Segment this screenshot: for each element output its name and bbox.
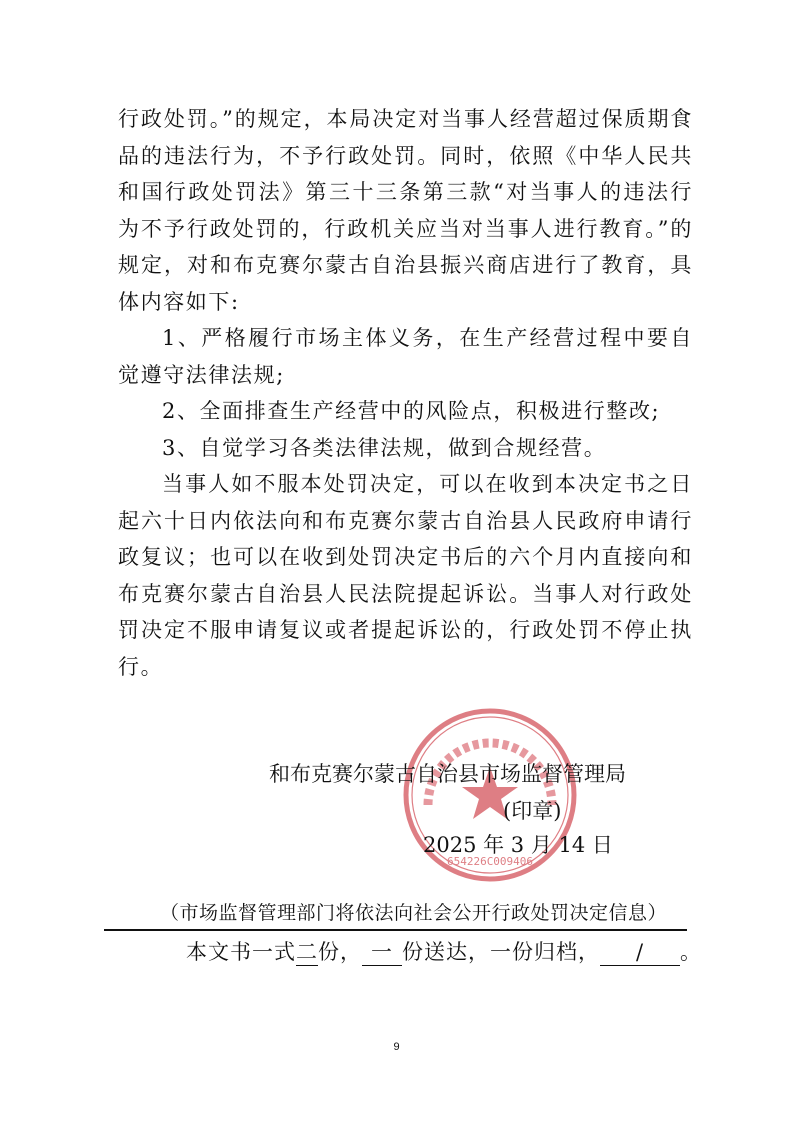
copies-part2: 份送达，一份归档， [402, 940, 600, 964]
copies-prefix: 本文书一式 [186, 940, 296, 964]
page-number: 9 [393, 1041, 400, 1053]
copies-total: 二 [296, 940, 318, 964]
list-item-2: 2、全面排查生产经营中的风险点，积极进行整改; [162, 399, 661, 423]
list-item-3: 3、自觉学习各类法律法规，做到合规经营。 [162, 435, 607, 460]
paragraph-conclusion: 行政处罚。”的规定，本局决定对当事人经营超过保质期食品的违法行为，不予行政处罚。同时，依照《中华人民共和国行政处罚法》第三十三条第三款“对当事人的违法行为不予行政处罚的，行政机关应当对当事人进行教育。”的规定，对和布克赛尔蒙古自治县振兴商店进行了教育，具体内容如下: [118, 107, 693, 314]
copies-other: / [600, 939, 680, 966]
list-item-1: 1、严格履行市场主体义务，在生产经营过程中要自觉遵守法律法规; [118, 326, 693, 387]
copies-served: 一 [362, 939, 402, 966]
public-disclosure-notice: （市场监督管理部门将依法向社会公开行政处罚决定信息） [160, 902, 668, 924]
copies-suffix: 。 [680, 940, 702, 964]
issuing-authority: 和布克赛尔蒙古自治县市场监督管理局 [269, 762, 626, 786]
copies-part1: 份， [318, 940, 362, 964]
seal-code-text: 654226C009406 [446, 855, 534, 868]
divider-rule [104, 929, 687, 931]
document-body [118, 101, 693, 685]
seal-note: (印章) [503, 799, 562, 823]
copies-line [186, 936, 702, 966]
signature-date: 2025 年 3 月 14 日 [423, 833, 613, 857]
paragraph-appeal-rights: 当事人如不服本处罚决定，可以在收到本决定书之日起六十日内依法向和布克赛尔蒙古自治县人民政府申请行政复议；也可以在收到处罚决定书后的六个月内直接向和布克赛尔蒙古自治县人民法院提起诉讼。当事人对行政处罚决定不服申请复议或者提起诉讼的，行政处罚不停止执行。 [118, 472, 693, 679]
